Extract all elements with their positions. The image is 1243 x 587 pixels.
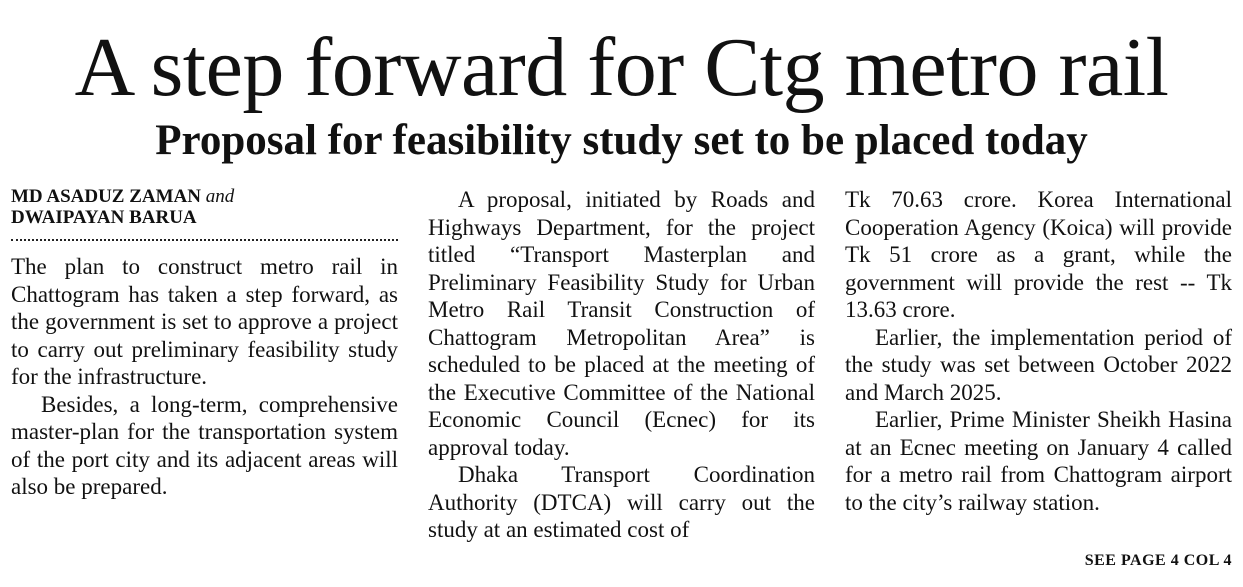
paragraph: Tk 70.63 crore. Korea International Cooperation Agency (Koica) will provide Tk 51 crore as a grant, while the government will provide the rest -- Tk 13.63 crore. [845,187,1232,322]
paragraph: Besides, a long-term, comprehensive master-plan for the transportation system of the port city and its adjacent areas will also be prepared. [11,391,398,499]
byline-divider [11,239,398,241]
byline-conjunction: and [205,186,235,207]
subheadline: Proposal for feasibility study set to be placed today [155,117,1088,164]
headline: A step forward for Ctg metro rail [74,21,1169,114]
paragraph: A proposal, initiated by Roads and Highways Department, for the project titled “Transport Masterplan and Preliminary Feasibility Study for Urban Metro Rail Transit Construction of Chattogram Metropolitan Area” is scheduled to be placed at the meeting of the Executive Committee of the National Economic Council (Ecnec) for its approval today. [428,187,815,460]
byline-author-2: DWAIPAYAN BARUA [11,207,197,228]
article-column-3 [845,186,1232,516]
paragraph: Earlier, Prime Minister Sheikh Hasina at an Ecnec meeting on January 4 called for a metro rail from Chattogram airport to the city’s railway station. [845,407,1232,515]
paragraph: Earlier, the implementation period of the study was set between October 2022 and March 2025. [845,324,1232,405]
byline-author-1: MD ASADUZ ZAMAN [11,186,201,207]
continuation-jump: SEE PAGE 4 COL 4 [1084,552,1232,569]
paragraph: The plan to construct metro rail in Chattogram has taken a step forward, as the government is set to approve a project to carry out preliminary feasibility study for the infrastructure. [11,254,398,389]
article-column-2 [428,186,815,544]
article-column-1 [11,186,398,501]
paragraph: Dhaka Transport Coordination Authority (DTCA) will carry out the study at an estimated cost of [428,462,815,542]
byline [11,186,398,228]
